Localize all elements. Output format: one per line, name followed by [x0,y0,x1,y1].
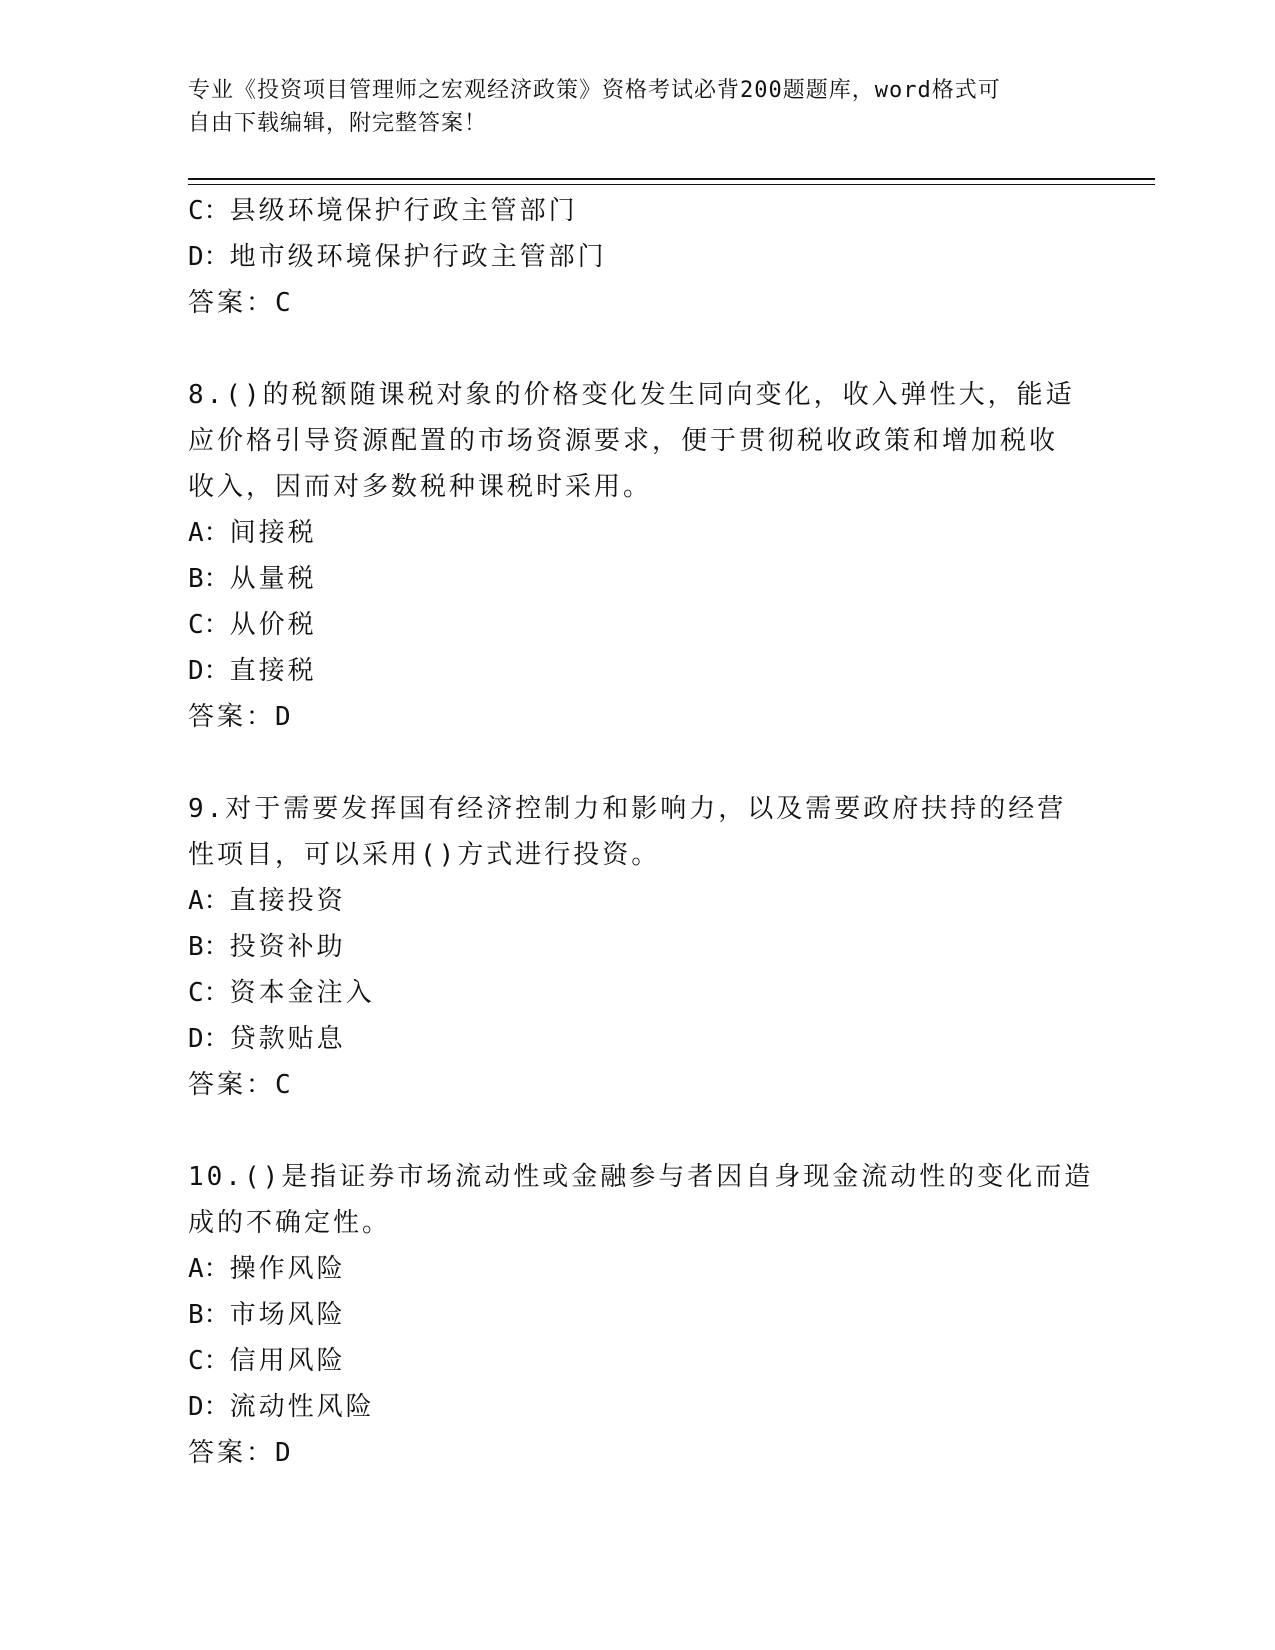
option-letter: D： [188,1392,230,1422]
question-10 [188,1154,1094,1476]
answer-line [188,1062,1088,1108]
option-c [188,970,1088,1016]
option-letter: B： [188,564,230,594]
prev-question-block [188,188,1088,326]
question-text-line: 10.()是指证券市场流动性或金融参与者因自身现金流动性的变化而造 [188,1162,1094,1192]
answer-label: 答案： [188,1070,276,1100]
answer-value: D [275,1438,294,1468]
question-text-line: 8.()的税额随课税对象的价格变化发生同向变化，收入弹性大，能适 [188,380,1075,410]
option-d [188,234,1088,280]
answer-label: 答案： [188,702,276,732]
question-text-line: 9.对于需要发挥国有经济控制力和影响力，以及需要政府扶持的经营 [188,794,1067,824]
header-line-1: 专业《投资项目管理师之宏观经济政策》资格考试必背200题题库，word格式可 [188,78,1001,103]
answer-line [188,280,1088,326]
answer-value: D [275,702,294,732]
question-text-line: 收入，因而对多数税种课税时采用。 [188,472,653,502]
option-text: 间接税 [229,518,317,548]
option-b [188,556,1088,602]
option-c [188,1338,1088,1384]
header-line-2: 自由下载编辑，附完整答案！ [188,111,488,136]
option-letter: A： [188,1254,230,1284]
question-content [188,188,1094,1476]
answer-line [188,1430,1088,1476]
option-c [188,602,1088,648]
answer-value: C [275,288,294,318]
option-letter: A： [188,518,230,548]
option-letter: D： [188,1024,230,1054]
option-text: 投资补助 [229,932,346,962]
option-text: 流动性风险 [229,1392,375,1422]
option-text: 地市级环境保护行政主管部门 [229,242,607,272]
option-a [188,878,1088,924]
option-text: 直接投资 [229,886,346,916]
option-letter: C： [188,1346,230,1376]
option-b [188,1292,1088,1338]
option-text: 县级环境保护行政主管部门 [229,196,578,226]
question-text-line: 性项目，可以采用()方式进行投资。 [188,840,661,870]
answer-label: 答案： [188,288,276,318]
option-letter: B： [188,932,230,962]
option-d [188,1384,1088,1430]
option-text: 从量税 [229,564,317,594]
option-d [188,1016,1088,1062]
document-header [188,74,1088,140]
header-divider-thin [188,184,1155,185]
option-text: 直接税 [229,656,317,686]
option-text: 市场风险 [229,1300,346,1330]
option-letter: C： [188,196,230,226]
answer-line [188,694,1088,740]
question-9 [188,786,1088,1108]
option-letter: C： [188,978,230,1008]
answer-value: C [275,1070,294,1100]
option-text: 资本金注入 [229,978,375,1008]
option-letter: A： [188,886,230,916]
option-a [188,1246,1088,1292]
option-letter: D： [188,656,230,686]
option-letter: D： [188,242,230,272]
option-text: 操作风险 [229,1254,346,1284]
option-c [188,188,1088,234]
option-b [188,924,1088,970]
option-letter: C： [188,610,230,640]
header-divider-thick [188,178,1155,180]
option-text: 从价税 [229,610,317,640]
answer-label: 答案： [188,1438,276,1468]
option-text: 贷款贴息 [229,1024,346,1054]
question-text-line: 成的不确定性。 [188,1208,392,1238]
question-8 [188,372,1088,740]
question-text-line: 应价格引导资源配置的市场资源要求，便于贯彻税收政策和增加税收 [188,426,1059,456]
option-text: 信用风险 [229,1346,346,1376]
option-d [188,648,1088,694]
option-a [188,510,1088,556]
option-letter: B： [188,1300,230,1330]
